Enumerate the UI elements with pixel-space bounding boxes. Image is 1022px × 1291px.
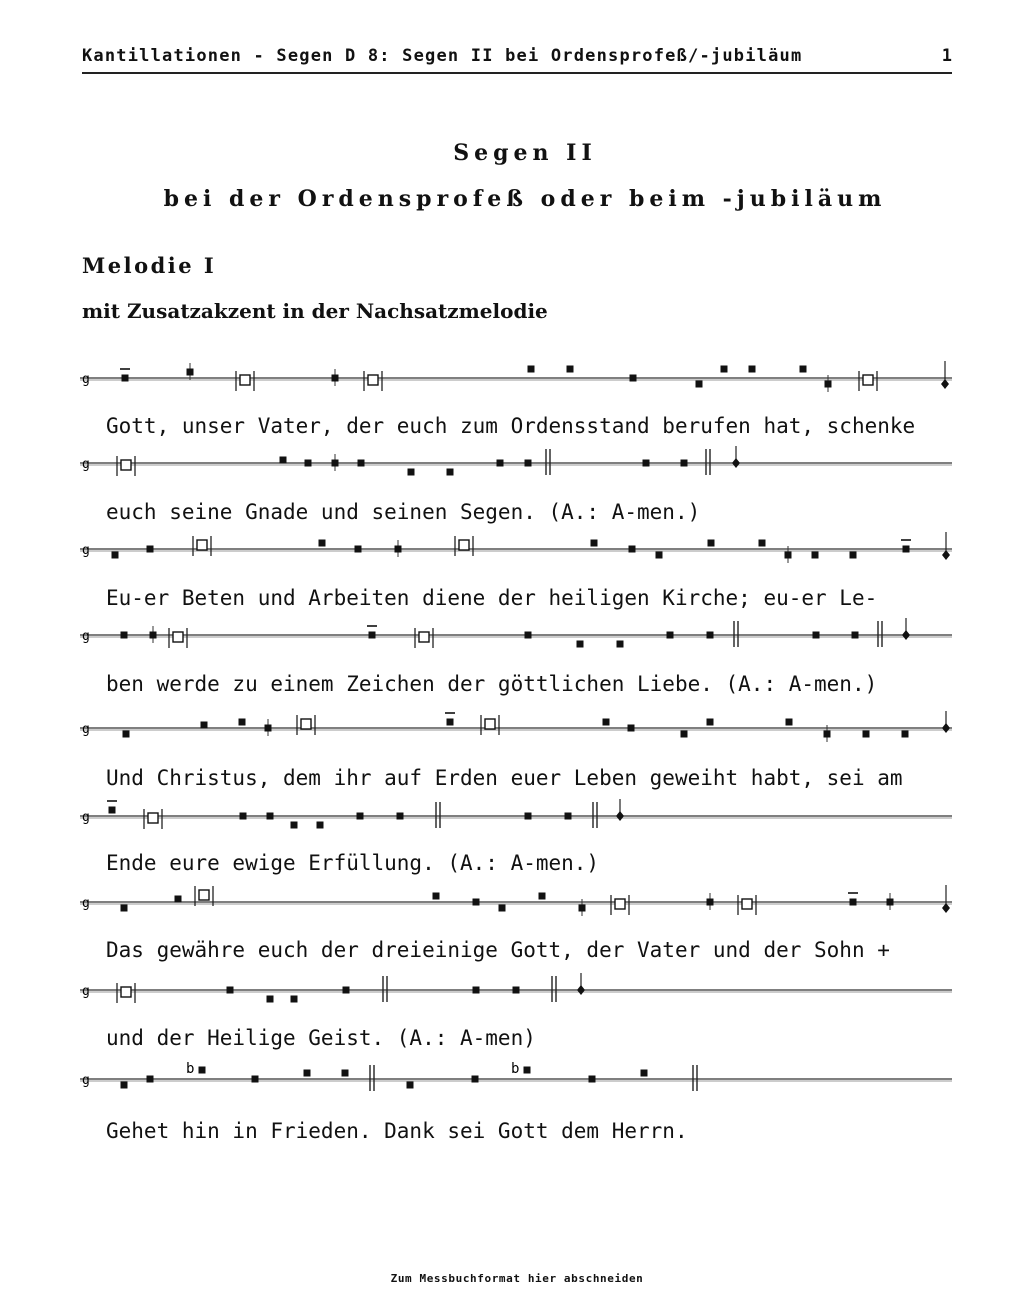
chant-note (887, 899, 894, 906)
chant-note (408, 469, 415, 476)
staff-svg (80, 361, 952, 401)
staff-svg (80, 973, 952, 1013)
recitation-note (197, 540, 207, 550)
chant-note (265, 725, 272, 732)
clef-symbol: g (82, 543, 90, 558)
chant-note (407, 1082, 414, 1089)
chant-note (824, 731, 831, 738)
chant-note (528, 366, 535, 373)
chant-note (499, 905, 506, 912)
recitation-note (863, 375, 873, 385)
clef-symbol: g (82, 984, 90, 999)
chant-note (332, 375, 339, 382)
chant-note (591, 540, 598, 547)
chant-note (447, 469, 454, 476)
final-note (942, 723, 950, 733)
lyric-line-2: euch seine Gnade und seinen Segen. (A.: A-men.) (106, 500, 701, 524)
final-note (732, 458, 740, 468)
chant-note (565, 813, 572, 820)
recitation-note (301, 719, 311, 729)
chant-note (525, 460, 532, 467)
chant-note (199, 1067, 206, 1074)
staff-svg (80, 1062, 952, 1102)
staff-svg (80, 799, 952, 839)
clef-symbol: g (82, 457, 90, 472)
chant-note (280, 457, 287, 464)
chant-note (291, 996, 298, 1003)
chant-note (589, 1076, 596, 1083)
chant-note (447, 719, 454, 726)
recitation-note (742, 899, 752, 909)
recitation-note (368, 375, 378, 385)
chant-note (656, 552, 663, 559)
clef-symbol: g (82, 722, 90, 737)
chant-note (395, 546, 402, 553)
chant-note (603, 719, 610, 726)
lyric-line-5: Und Christus, dem ihr auf Erden euer Leben geweiht habt, sei am (106, 766, 903, 790)
recitation-note (121, 987, 131, 997)
chant-note (643, 460, 650, 467)
chant-note (147, 546, 154, 553)
clef-symbol: g (82, 372, 90, 387)
chant-staff-9 (80, 1062, 952, 1102)
chant-staff-7 (80, 885, 952, 925)
chant-note (852, 632, 859, 639)
chant-note (577, 641, 584, 648)
chant-staff-6 (80, 799, 952, 839)
clef-symbol: g (82, 810, 90, 825)
final-note (577, 985, 585, 995)
chant-note (304, 1070, 311, 1077)
clef-symbol: g (82, 1073, 90, 1088)
chant-note (681, 731, 688, 738)
staff-svg (80, 618, 952, 658)
chant-note (121, 1082, 128, 1089)
chant-note (369, 632, 376, 639)
chant-note (497, 460, 504, 467)
lyric-line-3: Eu-er Beten und Arbeiten diene der heiligen Kirche; eu-er Le- (106, 586, 878, 610)
final-note (941, 379, 949, 389)
chant-note (240, 813, 247, 820)
flat-sign: b (511, 1062, 520, 1077)
chant-note (433, 893, 440, 900)
chant-note (696, 381, 703, 388)
chant-note (707, 899, 714, 906)
chant-note (749, 366, 756, 373)
recitation-note (148, 813, 158, 823)
recitation-note (485, 719, 495, 729)
recitation-note (121, 460, 131, 470)
chant-note (332, 460, 339, 467)
recitation-note (240, 375, 250, 385)
chant-note (902, 731, 909, 738)
chant-note (707, 719, 714, 726)
chant-note (121, 905, 128, 912)
chant-note (524, 1067, 531, 1074)
chant-note (525, 813, 532, 820)
staff-svg (80, 532, 952, 572)
chant-note (175, 896, 182, 903)
chant-note (397, 813, 404, 820)
chant-note (863, 731, 870, 738)
lyric-line-1: Gott, unser Vater, der euch zum Ordensstand berufen hat, schenke (106, 414, 916, 438)
chant-note (708, 540, 715, 547)
running-header (82, 46, 952, 74)
chant-note (786, 719, 793, 726)
final-note (942, 903, 950, 913)
chant-staff-4 (80, 618, 952, 658)
recitation-note (199, 890, 209, 900)
chant-note (355, 546, 362, 553)
chant-note (785, 552, 792, 559)
chant-staff-1 (80, 361, 952, 401)
staff-svg (80, 885, 952, 925)
chant-note (342, 1070, 349, 1077)
chant-note (267, 996, 274, 1003)
staff-svg (80, 446, 952, 486)
chant-note (122, 375, 129, 382)
clef-symbol: g (82, 896, 90, 911)
chant-note (850, 899, 857, 906)
chant-note (641, 1070, 648, 1077)
chant-note (617, 641, 624, 648)
chant-staff-2 (80, 446, 952, 486)
chant-note (305, 460, 312, 467)
chant-note (812, 552, 819, 559)
recitation-note (615, 899, 625, 909)
chant-note (239, 719, 246, 726)
final-note (616, 811, 624, 821)
chant-note (358, 460, 365, 467)
lyric-line-8: und der Heilige Geist. (A.: A-men) (106, 1026, 536, 1050)
chant-note (513, 987, 520, 994)
chant-note (121, 632, 128, 639)
chant-note (319, 540, 326, 547)
chant-note (567, 366, 574, 373)
chant-staff-5 (80, 711, 952, 751)
lyric-line-9: Gehet hin in Frieden. Dank sei Gott dem Herrn. (106, 1119, 688, 1143)
chant-note (357, 813, 364, 820)
recitation-note (459, 540, 469, 550)
staff-svg (80, 711, 952, 751)
chant-note (813, 632, 820, 639)
chant-staff-3 (80, 532, 952, 572)
clef-symbol: g (82, 629, 90, 644)
chant-note (630, 375, 637, 382)
chant-note (629, 546, 636, 553)
chant-note (267, 813, 274, 820)
chant-note (579, 905, 586, 912)
chant-note (147, 1076, 154, 1083)
chant-staff-8 (80, 973, 952, 1013)
page-title: Segen II (453, 140, 597, 166)
chant-note (721, 366, 728, 373)
chant-note (825, 381, 832, 388)
chant-note (109, 807, 116, 814)
chant-note (201, 722, 208, 729)
chant-note (903, 546, 910, 553)
chant-note (539, 893, 546, 900)
final-note (942, 550, 950, 560)
chant-note (317, 822, 324, 829)
page-subtitle: bei der Ordensprofeß oder beim -jubiläum (163, 186, 887, 212)
header-title: Kantillationen - Segen D 8: Segen II bei Ordensprofeß/-jubiläum (82, 46, 803, 66)
flat-sign: b (186, 1062, 195, 1077)
lyric-line-4: ben werde zu einem Zeichen der göttlichen Liebe. (A.: A-men.) (106, 672, 878, 696)
cut-instruction: Zum Messbuchformat hier abschneiden (390, 1272, 644, 1285)
chant-note (252, 1076, 259, 1083)
chant-note (681, 460, 688, 467)
chant-note (800, 366, 807, 373)
chant-note (150, 632, 157, 639)
recitation-note (173, 632, 183, 642)
lyric-line-6: Ende eure ewige Erfüllung. (A.: A-men.) (106, 851, 600, 875)
final-note (902, 630, 910, 640)
chant-note (112, 552, 119, 559)
chant-note (343, 987, 350, 994)
chant-note (525, 632, 532, 639)
chant-note (628, 725, 635, 732)
chant-note (227, 987, 234, 994)
chant-note (707, 632, 714, 639)
chant-note (472, 1076, 479, 1083)
chant-note (473, 987, 480, 994)
melody-note: mit Zusatzakzent in der Nachsatzmelodie (82, 299, 548, 323)
chant-note (850, 552, 857, 559)
chant-note (291, 822, 298, 829)
chant-note (667, 632, 674, 639)
chant-note (123, 731, 130, 738)
chant-note (759, 540, 766, 547)
lyric-line-7: Das gewähre euch der dreieinige Gott, der Vater und der Sohn + (106, 938, 890, 962)
page-number: 1 (941, 46, 952, 66)
melody-heading: Melodie I (82, 253, 217, 278)
recitation-note (419, 632, 429, 642)
chant-note (187, 369, 194, 376)
chant-note (473, 899, 480, 906)
